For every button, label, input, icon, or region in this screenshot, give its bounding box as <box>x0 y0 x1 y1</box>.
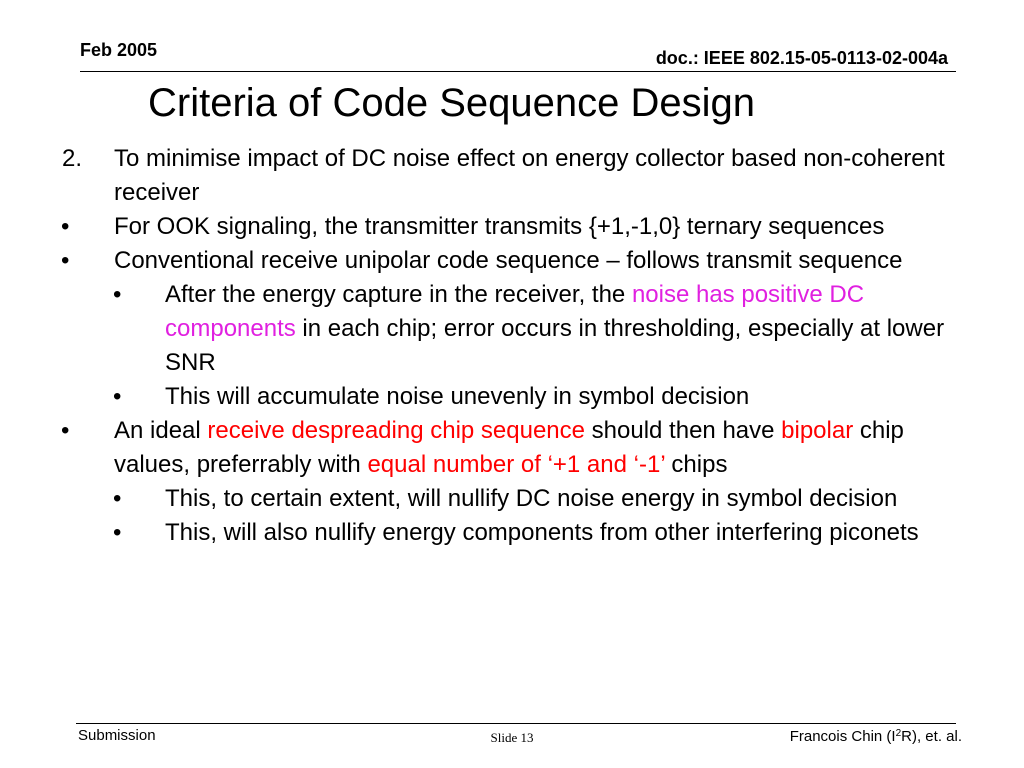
footer-submission: Submission <box>78 727 156 744</box>
footer-divider <box>76 723 956 724</box>
list-number: 2. <box>62 145 83 172</box>
item-text: Conventional receive unipolar code sequence – follows transmit sequence <box>114 247 903 274</box>
bullet-icon: • <box>113 485 122 512</box>
bullet-icon: • <box>113 281 122 308</box>
author-text: Francois Chin (I <box>789 728 896 745</box>
item-text: in each chip; error occurs in thresholding, especially at lower SNR <box>165 315 945 376</box>
item-text: This, will also nullify energy components from other interfering piconets <box>165 519 919 546</box>
footer-slide-number: Slide 13 <box>490 730 534 745</box>
highlight-text: noise has positive DC components <box>165 281 865 342</box>
footer-author <box>790 728 962 745</box>
highlight-text: bipolar <box>781 417 854 444</box>
list-item <box>60 244 960 278</box>
header-date: Feb 2005 <box>80 40 158 60</box>
author-text: R), et. al. <box>901 728 962 745</box>
highlight-text: equal number of ‘+1 and ‘-1’ <box>367 451 665 478</box>
bullet-icon: • <box>61 247 70 274</box>
slide-body <box>60 142 960 550</box>
item-text: This, to certain extent, will nullify DC noise energy in symbol decision <box>165 485 898 512</box>
item-text: For OOK signaling, the transmitter transmits {+1,-1,0} ternary sequences <box>114 213 885 240</box>
list-item <box>60 210 960 244</box>
list-item <box>60 414 960 482</box>
item-text: should then have <box>585 417 782 444</box>
sub-list-item <box>60 482 960 516</box>
item-text: This will accumulate noise unevenly in symbol decision <box>165 383 750 410</box>
sub-list-item <box>60 380 960 414</box>
bullet-icon: • <box>113 383 122 410</box>
item-text: chips <box>664 451 728 478</box>
sub-list-item <box>60 516 960 550</box>
bullet-icon: • <box>61 213 70 240</box>
item-text: After the energy capture in the receiver, the <box>165 281 632 308</box>
bullet-icon: • <box>113 519 122 546</box>
author-superscript: 2 <box>895 728 902 739</box>
item-text: chip values, preferrably with <box>114 417 904 478</box>
highlight-text: receive despreading chip sequence <box>207 417 585 444</box>
item-text: To minimise impact of DC noise effect on energy collector based non-coherent receiver <box>114 145 945 206</box>
list-item <box>60 142 960 210</box>
bullet-icon: • <box>61 417 70 444</box>
slide-title: Criteria of Code Sequence Design <box>148 81 756 125</box>
header-doc-id: doc.: IEEE 802.15-05-0113-02-004a <box>655 48 948 68</box>
header-divider <box>80 71 956 72</box>
item-text: An ideal <box>114 417 208 444</box>
sub-list-item <box>60 278 960 380</box>
